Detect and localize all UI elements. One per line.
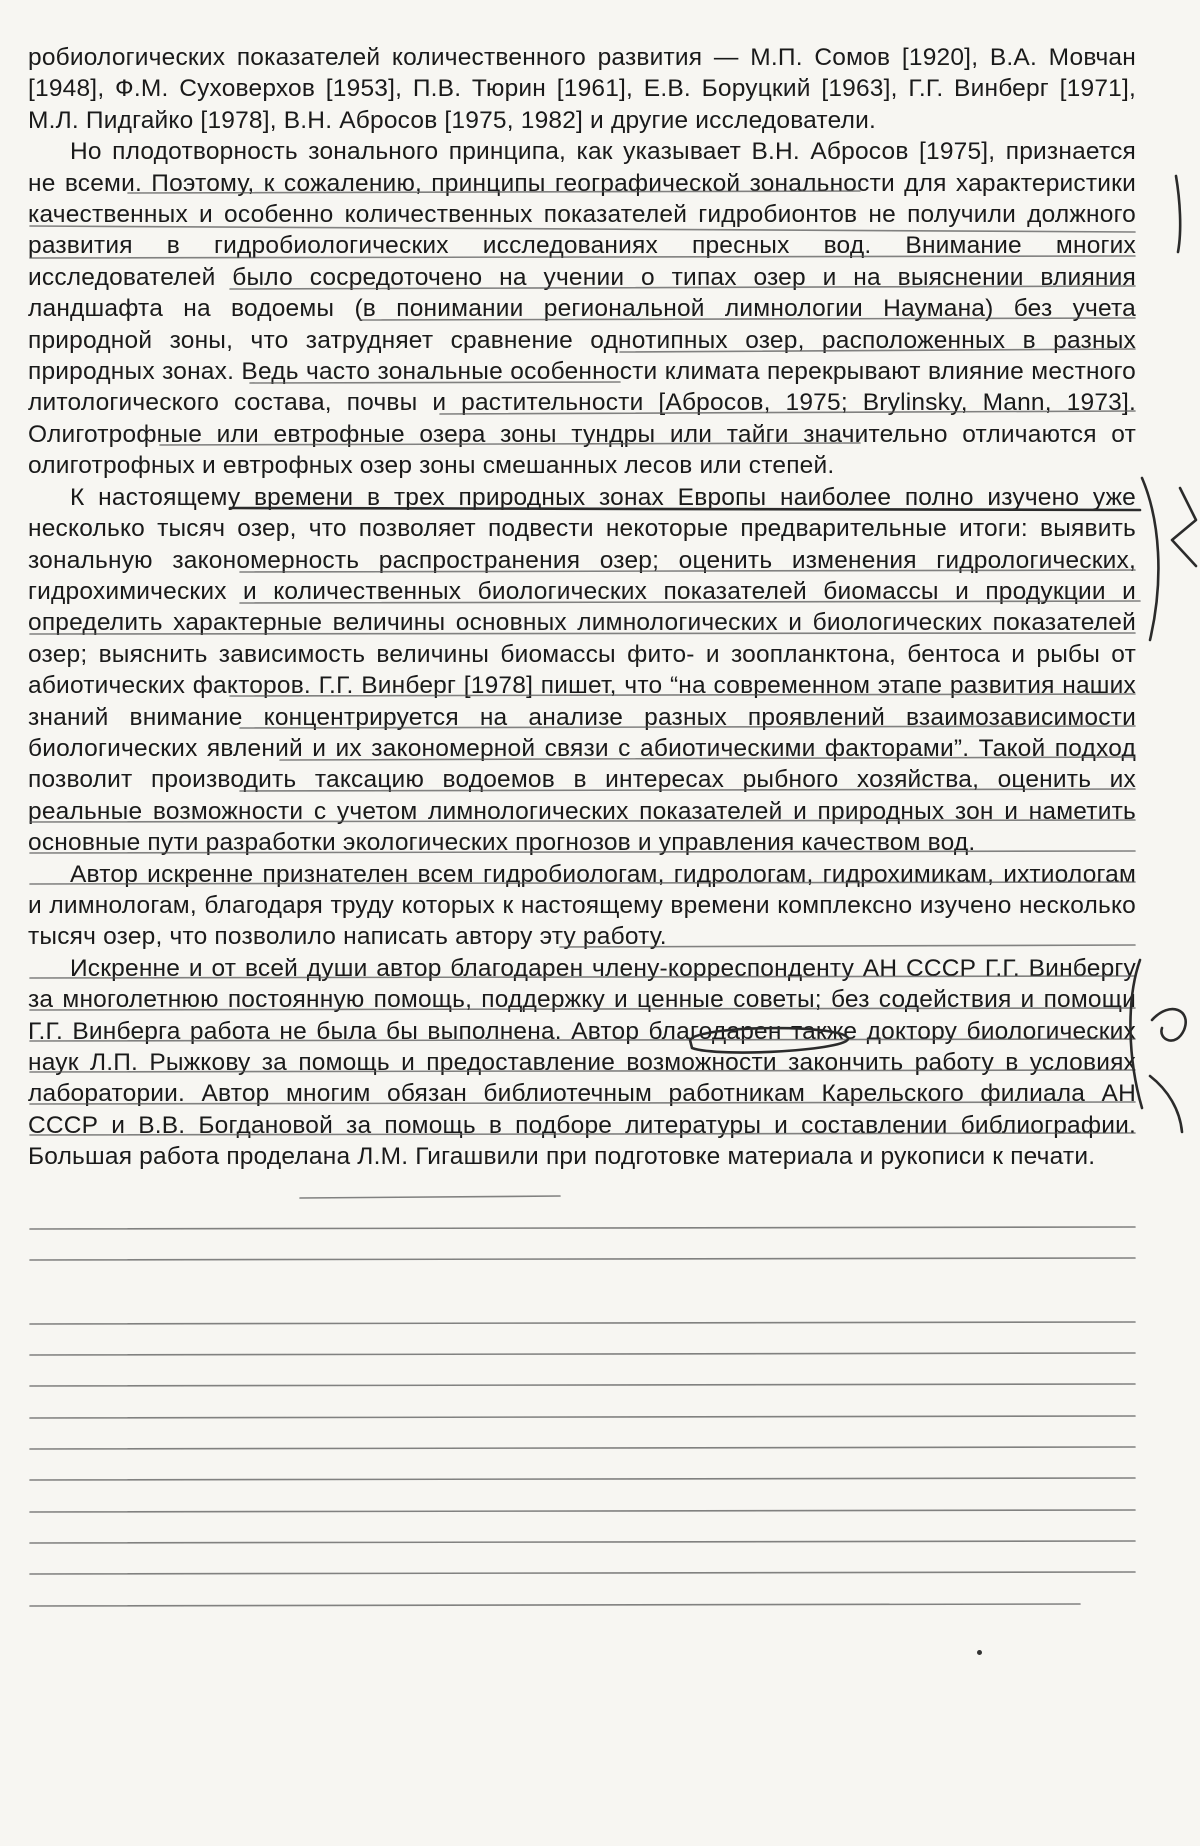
paragraph-acknowledgement-all: Автор искренне признателен всем гидробиологам, гидрологам, гидрохимикам, ихтиологам и лимнологам, благодаря труду которых к настоящему времени комплексно изучено несколько тысяч озер, что позволило написать автору эту работу. xyxy=(28,860,1136,951)
paragraph-lake-studies: К настоящему времени в трех природных зонах Европы наиболее полно изучено уже несколько тысяч озер, что позволяет подвести некоторые предварительные итоги: выявить зональную закономерность распространения озер; оценить изменения гидрологических, гидрохимических и количественных биологических показателей биомассы и продукции и определить характерные величины основных лимнологических и биологических показателей озер; выяснить зависимость величины биомассы фито- и зоопланктона, бентоса и рыбы от абиотических факторов. Г.Г. Винберг [1978] пишет, что “на современном этапе развития наших знаний внимание концентрируется на анализе разных проявлений взаимозависимости биологических явлений и их закономерной связи с абиотическими факторами”. Такой подход позволит производить таксацию водоемов в интересах рыбного хозяйства, оценить их реальные возможности с учетом лимнологических показателей и природных зон и наметить основные пути разработки экологических прогнозов и управления качеством вод. xyxy=(28,483,1136,857)
underline-mark xyxy=(30,1478,1135,1480)
underline-mark xyxy=(30,1510,1135,1512)
margin-bracket xyxy=(1142,478,1158,640)
margin-scribble xyxy=(1152,1009,1186,1040)
underline-mark xyxy=(30,1227,1135,1229)
underline-mark xyxy=(30,1322,1135,1324)
underline-mark xyxy=(300,1196,560,1198)
underline-mark xyxy=(30,1353,1135,1355)
body-text xyxy=(28,42,1136,1173)
underline-mark xyxy=(30,1258,1135,1260)
underline-mark xyxy=(30,1604,1080,1606)
underline-mark xyxy=(30,1447,1135,1449)
page-speck xyxy=(977,1650,982,1655)
margin-bracket xyxy=(1176,176,1180,252)
underline-mark xyxy=(30,1572,1135,1574)
margin-bracket xyxy=(1150,1076,1182,1132)
paragraph-continuation: робиологических показателей количественного развития — М.П. Сомов [1920], В.А. Мовчан [1948], Ф.М. Суховерхов [1953], П.В. Тюрин [1961], Е.В. Боруцкий [1963], Г.Г. Винберг [1971], М.Л. Пидгайко [1978], В.Н. Абросов [1975, 1982] и другие исследователи. xyxy=(28,44,1136,134)
underline-mark xyxy=(30,1384,1135,1386)
margin-scribble xyxy=(1172,488,1196,566)
underline-mark xyxy=(30,1416,1135,1418)
underline-mark xyxy=(30,1541,1135,1543)
paragraph-zonal-principle: Но плодотворность зонального принципа, как указывает В.Н. Абросов [1975], признается не всеми. Поэтому, к сожалению, принципы географической зональности для характеристики качественных и особенно количественных показателей гидробионтов не получили должного развития в гидробиологических исследованиях пресных вод. Внимание многих исследователей было сосредоточено на учении о типах озер и на выяснении влияния ландшафта на водоемы (в понимании региональной лимнологии Наумана) без учета природной зоны, что затрудняет сравнение однотипных озер, расположенных в разных природных зонах. Ведь часто зональные особенности климата перекрывают влияние местного литологического состава, почвы и растительности [Абросов, 1975; Brylinsky, Mann, 1973]. Олиготрофные или евтрофные озера зоны тундры или тайги значительно отличаются от олиготрофных и евтрофных озер зоны смешанных лесов или степей. xyxy=(28,138,1136,480)
paragraph-acknowledgement-persons: Искренне и от всей души автор благодарен члену-корреспонденту АН СССР Г.Г. Винбергу за многолетнюю постоянную помощь, поддержку и ценные советы; без содействия и помощи Г.Г. Винберга работа не была бы выполнена. Автор благодарен также доктору биологических наук Л.П. Рыжкову за помощь и предоставление возможности закончить работу в условиях лаборатории. Автор многим обязан библиотечным работникам Карельского филиала АН СССР и В.В. Богдановой за помощь в подборе литературы и составлении библиографии. Большая работа проделана Л.М. Гигашвили при подготовке материала и рукописи к печати. xyxy=(28,954,1136,1171)
